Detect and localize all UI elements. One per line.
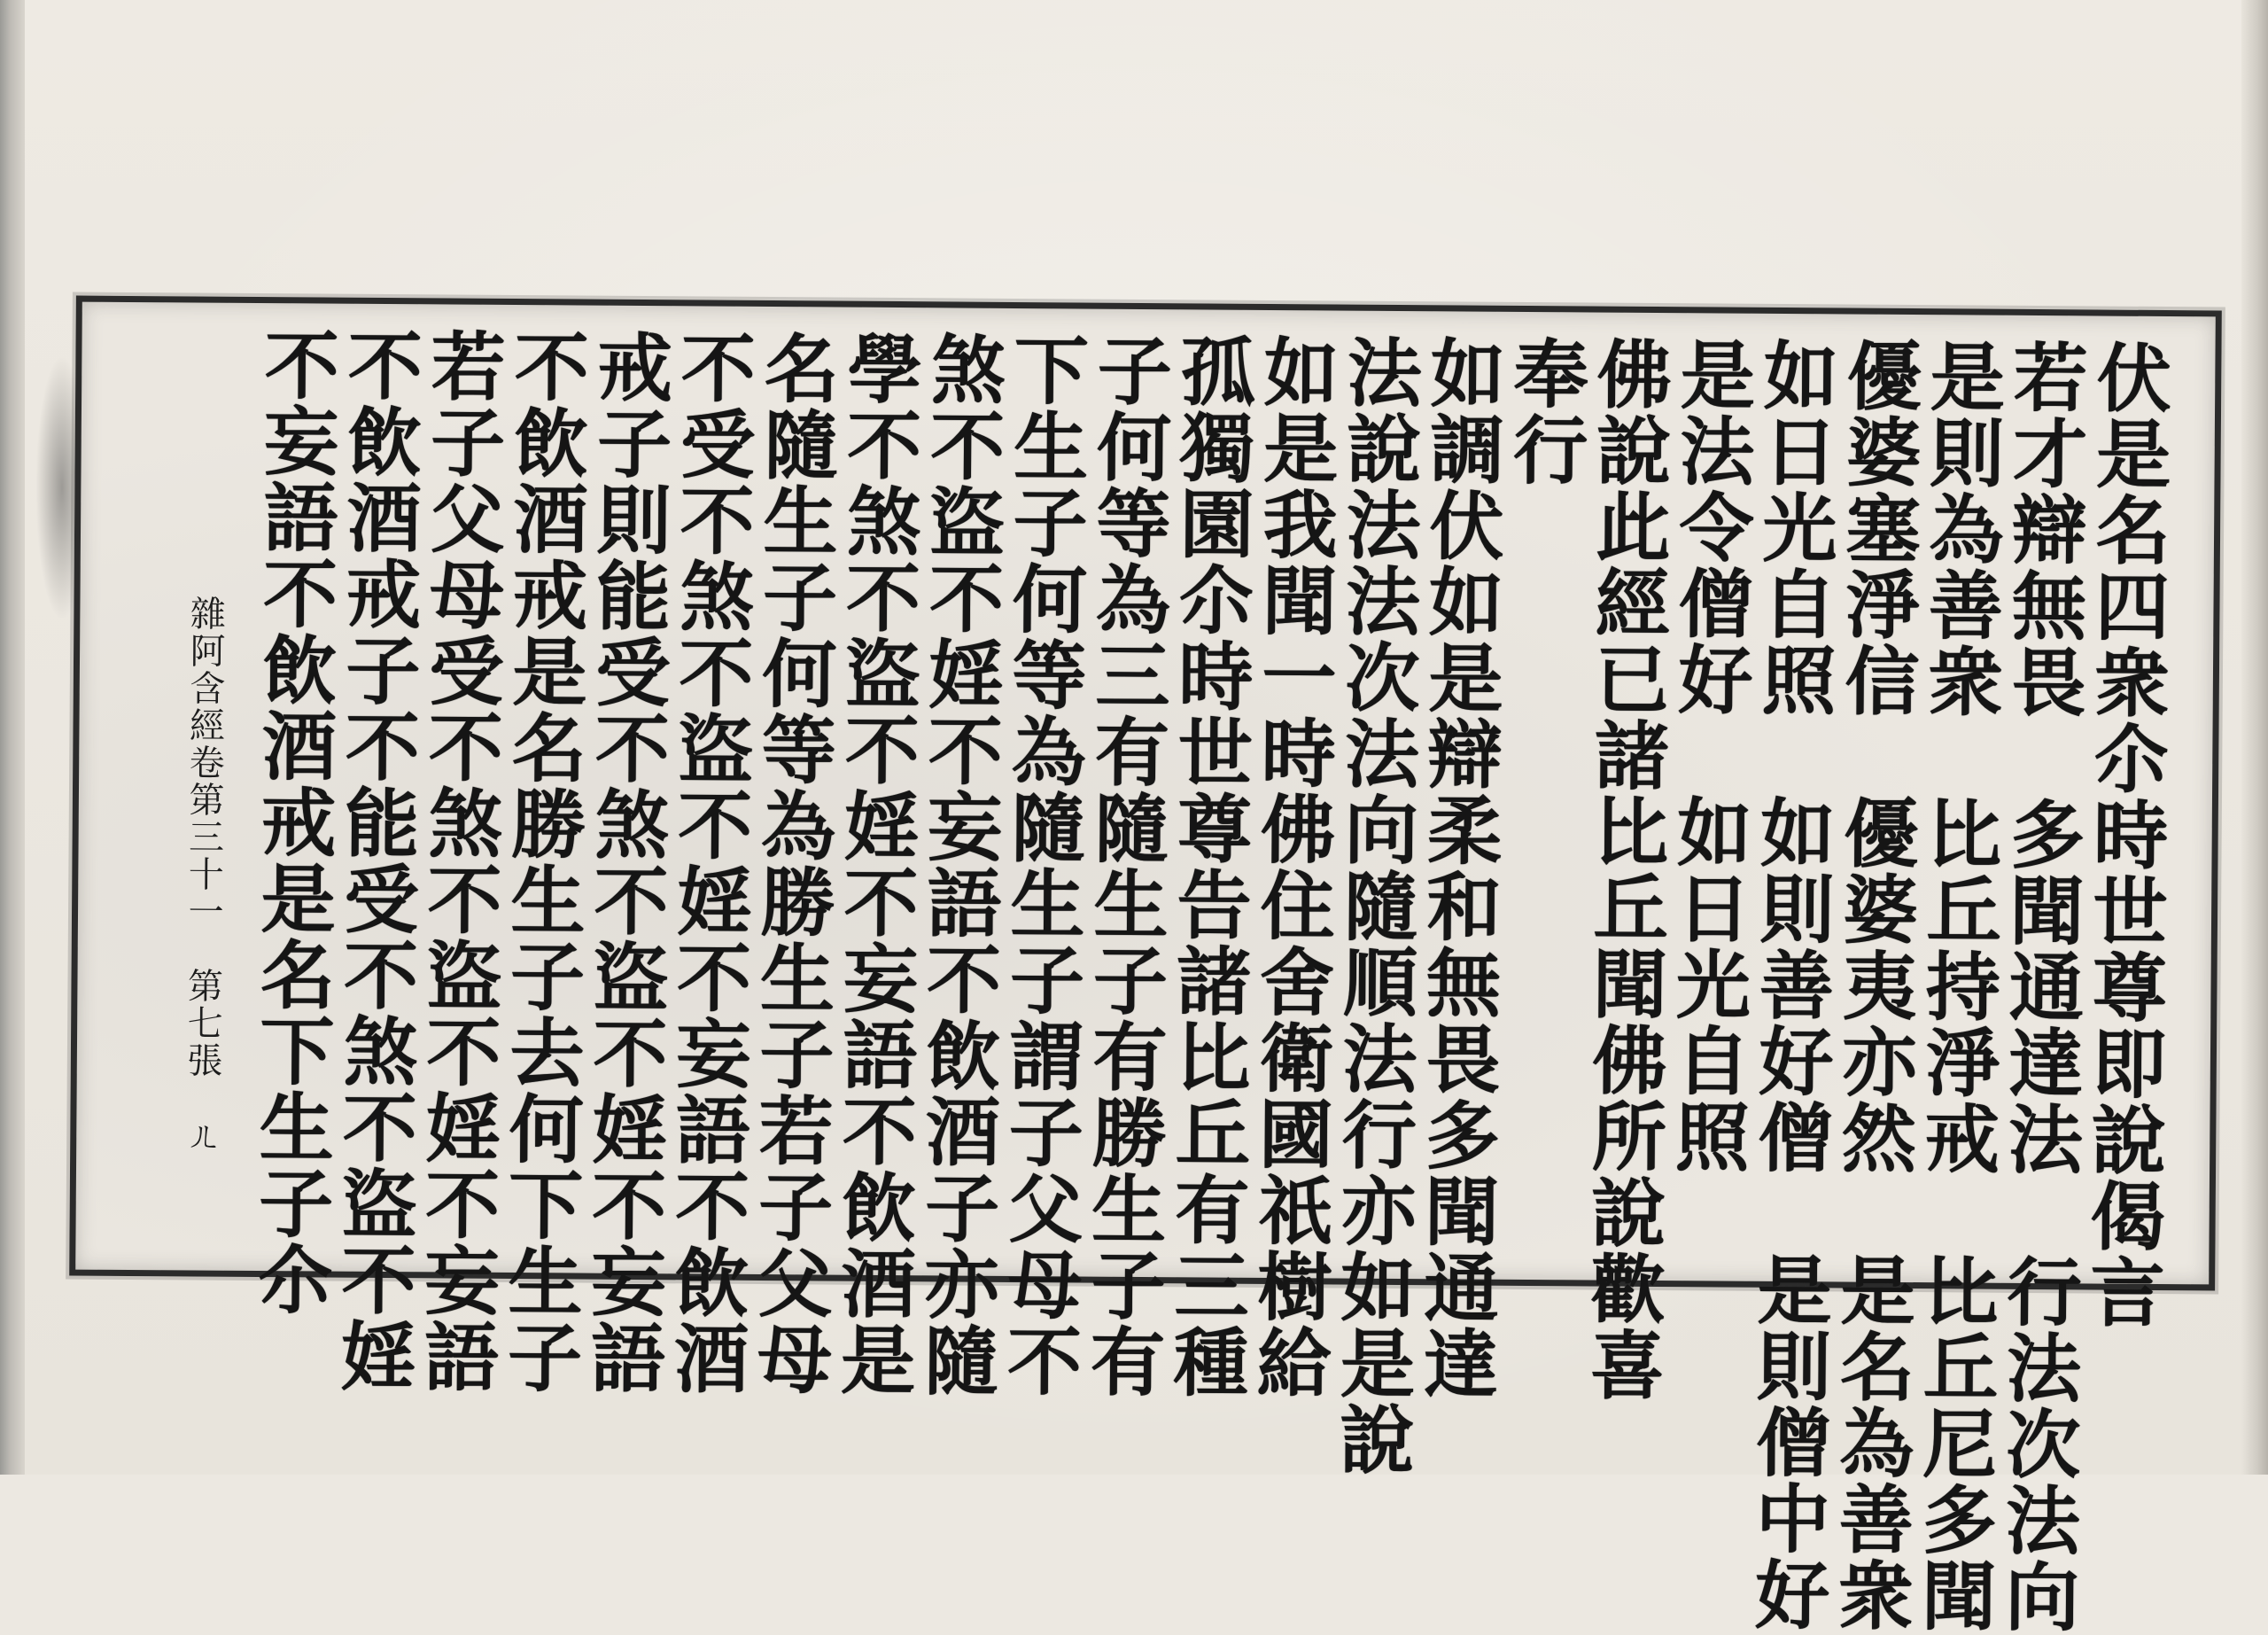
text-column: 不飲酒戒是名勝生子去何下生子 [495,327,591,1396]
text-column: 若子父母受不煞不盜不婬不妄語 [412,327,508,1395]
text-column: 下生子何等為隨生子謂子父母不 [995,331,1091,1399]
text-column: 是則為善衆 比丘持淨戒 比丘尼多聞 [1909,338,2007,1634]
woodblock-print-frame [69,296,2222,1635]
text-column: 佛說此經已諸比丘聞佛所說歡喜 [1578,335,1674,1404]
text-column: 煞不盜不婬不妄語不飲酒子亦隨 [912,331,1007,1398]
text-column: 子何等為三有隨生子有勝生子有 [1078,331,1174,1400]
text-column: 奉行 [1501,334,1590,488]
text-column: 孤獨園尒時世尊告諸比丘有三種 [1161,332,1257,1400]
folio-footer: 雜阿含經卷第三十一 第七張 ㄦ [181,595,226,1154]
text-column: 不妄語不飲酒戒是名下生子尒 [245,325,341,1318]
text-column: 法說法法次法向隨順法行亦如是說 [1327,333,1424,1478]
text-column: 如是我聞一時佛住舍衛國祇樹給 [1245,332,1340,1401]
page-edge [2241,0,2268,1475]
text-column: 優婆塞淨信 優婆夷亦然 是名為善衆 [1826,337,1923,1634]
text-column: 伏是名四衆尒時世尊即說偈言 [2078,339,2173,1331]
book-spine-shadow [0,0,25,1475]
text-column: 名隨生子何等為勝生子若子父母 [745,329,841,1398]
text-columns [245,325,2173,1635]
text-column: 不受不煞不盜不婬不妄語不飲酒 [662,329,757,1397]
text-column: 如日光自照 如則善好僧 是則僧中好 [1743,336,1840,1633]
text-column: 如調伏如是辯柔和無畏多聞通達 [1411,334,1507,1402]
text-column: 學不煞不盜不婬不妄語不飲酒是 [828,330,924,1398]
text-column: 若才辯無畏 多聞通達法 行法次法向 [1992,338,2090,1635]
text-column: 戒子則能受不煞不盜不婬不妄語 [579,328,674,1397]
text-column: 是法令僧好 如日光自照 [1663,336,1757,1175]
text-column: 不飲酒戒子不能受不煞不盜不婬 [329,326,424,1395]
